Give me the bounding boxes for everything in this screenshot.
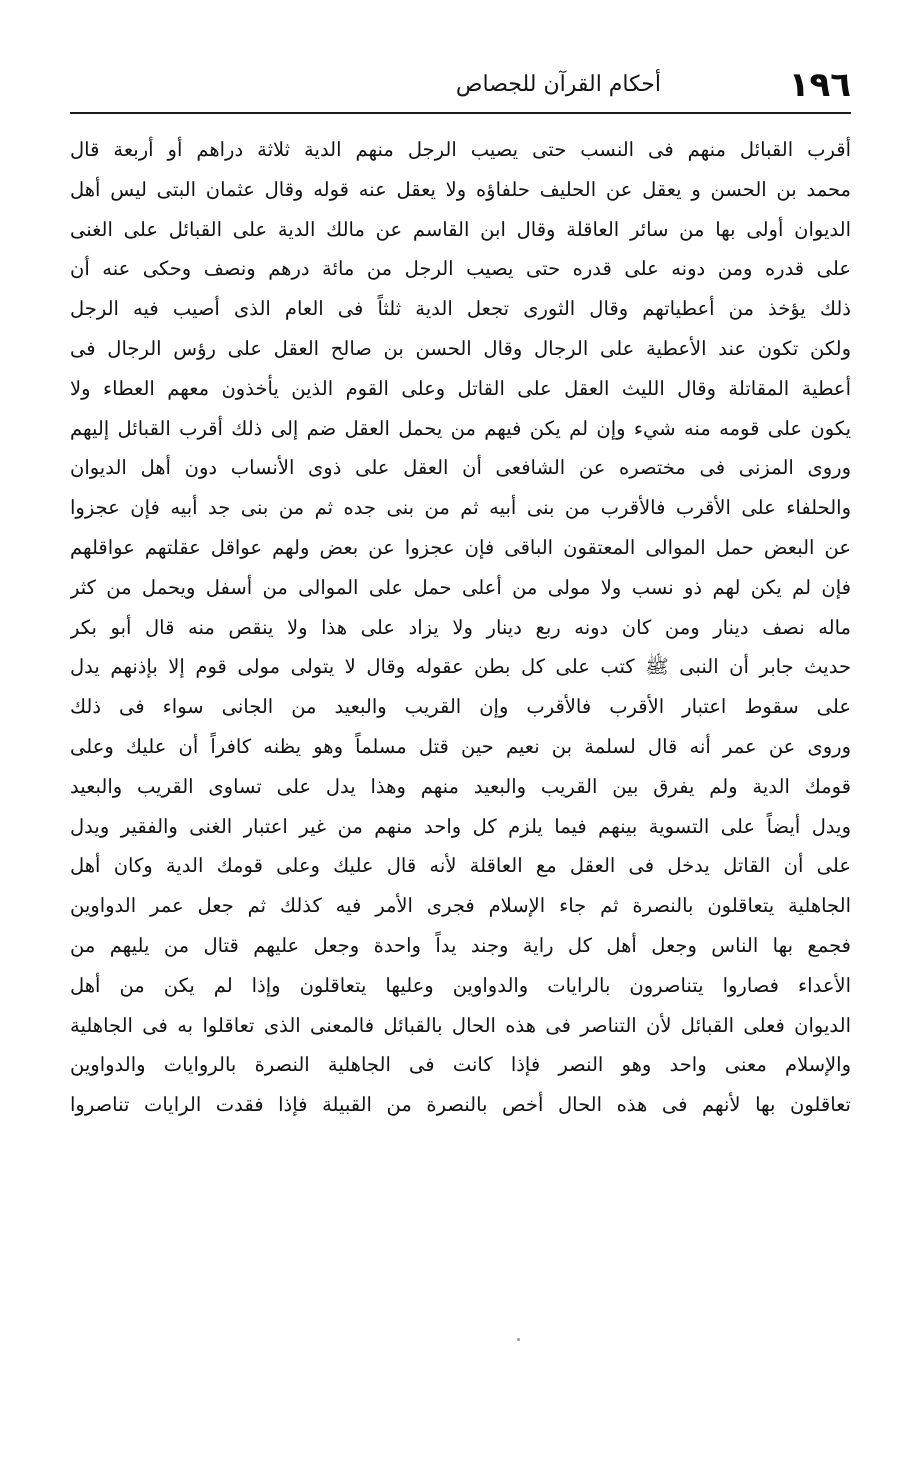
text-line: ماله نصف دينار ومن كان دونه ربع دينار ولا يزاد على هذا ولا ينقص منه قال أبو بكر xyxy=(70,615,851,639)
text-line: يكون على قومه منه شيء وإن لم يكن فيهم من يحمل العقل ضم إلى ذلك أقرب القبائل إليهم xyxy=(70,416,851,440)
text-line: ولكن تكون عند الأعطية على الرجال وقال الحسن بن صالح العقل على رؤس الرجال فى xyxy=(70,336,851,360)
text-line: عن البعض حمل الموالى المعتقون الباقى فإن عجزوا عن بعض ولهم عواقل عقلتهم عواقلهم xyxy=(70,535,851,559)
header-divider xyxy=(70,112,851,114)
page-header xyxy=(70,62,851,112)
text-line: على أن القاتل يدخل فى العقل مع العاقلة لأنه قال عليك وعلى قومك الدية وكان أهل xyxy=(70,854,851,878)
running-title: أحكام القرآن للجصاص xyxy=(455,72,661,97)
text-line: والحلفاء على الأقرب فالأقرب من بنى أبيه ثم من بنى جده ثم من بنى جد أبيه فإن عجزوا xyxy=(70,496,851,520)
text-line: على قدره ومن دونه على قدره حتى يصيب الرجل من مائة درهم ونصف وحكى عنه أن xyxy=(70,257,851,281)
text-line: الأعداء فصاروا يتناصرون بالرايات والدواوين وعليها يتعاقلون وإذا لم يكن من أهل xyxy=(70,973,851,997)
text-line: ذلك يؤخذ من أعطياتهم وقال الثورى تجعل الدية ثلثاً فى العام الذى أصيب فيه الرجل xyxy=(70,297,851,321)
text-line: وروى المزنى فى مختصره عن الشافعى أن العقل على ذوى الأنساب دون أهل الديوان xyxy=(70,456,851,480)
text-line: ويدل أيضاً على التسوية بينهم فيما يلزم كل واحد منهم من غير اعتبار الغنى والفقير ويدل xyxy=(70,814,851,838)
text-line: أقرب القبائل منهم فى النسب حتى يصيب الرجل منهم الدية ثلاثة دراهم أو أربعة قال xyxy=(70,138,851,161)
text-line: الديوان فعلى القبائل لأن التناصر فى هذه الحال بالقبائل فالمعنى الذى تعاقلوا به فى الجاهلية xyxy=(70,1013,851,1037)
text-line: والإسلام معنى واحد وهو النصر فإذا كانت فى الجاهلية النصرة بالروايات والدواوين xyxy=(70,1053,851,1077)
text-line: تعاقلون بها لأنهم فى هذه الحال أخص بالنصرة من القبيلة فإذا فقدت الرايات تناصروا xyxy=(70,1093,851,1117)
text-line: الجاهلية يتعاقلون بالنصرة ثم جاء الإسلام فجرى الأمر فيه كذلك ثم جعل عمر الدواوين xyxy=(70,894,851,918)
body-text xyxy=(70,130,851,1125)
page-number: ١٩٦ xyxy=(788,65,851,105)
text-line: محمد بن الحسن و يعقل عن الحليف حلفاؤه ولا يعقل عنه قوله وقال عثمان البتى ليس أهل xyxy=(70,177,851,201)
text-line: فإن لم يكن لهم ذو نسب ولا مولى من أعلى حمل على الموالى من أسفل ويحمل من كثر xyxy=(70,575,851,599)
text-line: على سقوط اعتبار الأقرب فالأقرب وإن القريب والبعيد من الجانى سواء فى ذلك xyxy=(70,695,851,719)
text-line: فجمع بها الناس وجعل أهل كل راية وجند يداً واحدة وجعل عليهم قتال من يليهم من xyxy=(70,933,851,957)
text-line: قومك الدية ولم يفرق بين القريب والبعيد منهم وهذا يدل على تساوى القريب والبعيد xyxy=(70,774,851,798)
text-line: حديث جابر أن النبى ﷺ كتب على كل بطن عقوله وقال لا يتولى مولى قوم إلا بإذنهم يدل xyxy=(70,655,851,679)
text-line: أعطية المقاتلة وقال الليث العقل على القاتل وعلى القوم الذين يأخذون معهم العطاء ولا xyxy=(70,376,851,400)
text-line: وروى عن عمر أنه قال لسلمة بن نعيم حين قتل مسلماً وهو يظنه كافراً أن عليك وعلى xyxy=(70,734,851,758)
text-line: الديوان أولى بها من سائر العاقلة وقال ابن القاسم عن مالك الدية على القبائل على الغنى xyxy=(70,217,851,241)
scan-speck xyxy=(517,1338,520,1341)
